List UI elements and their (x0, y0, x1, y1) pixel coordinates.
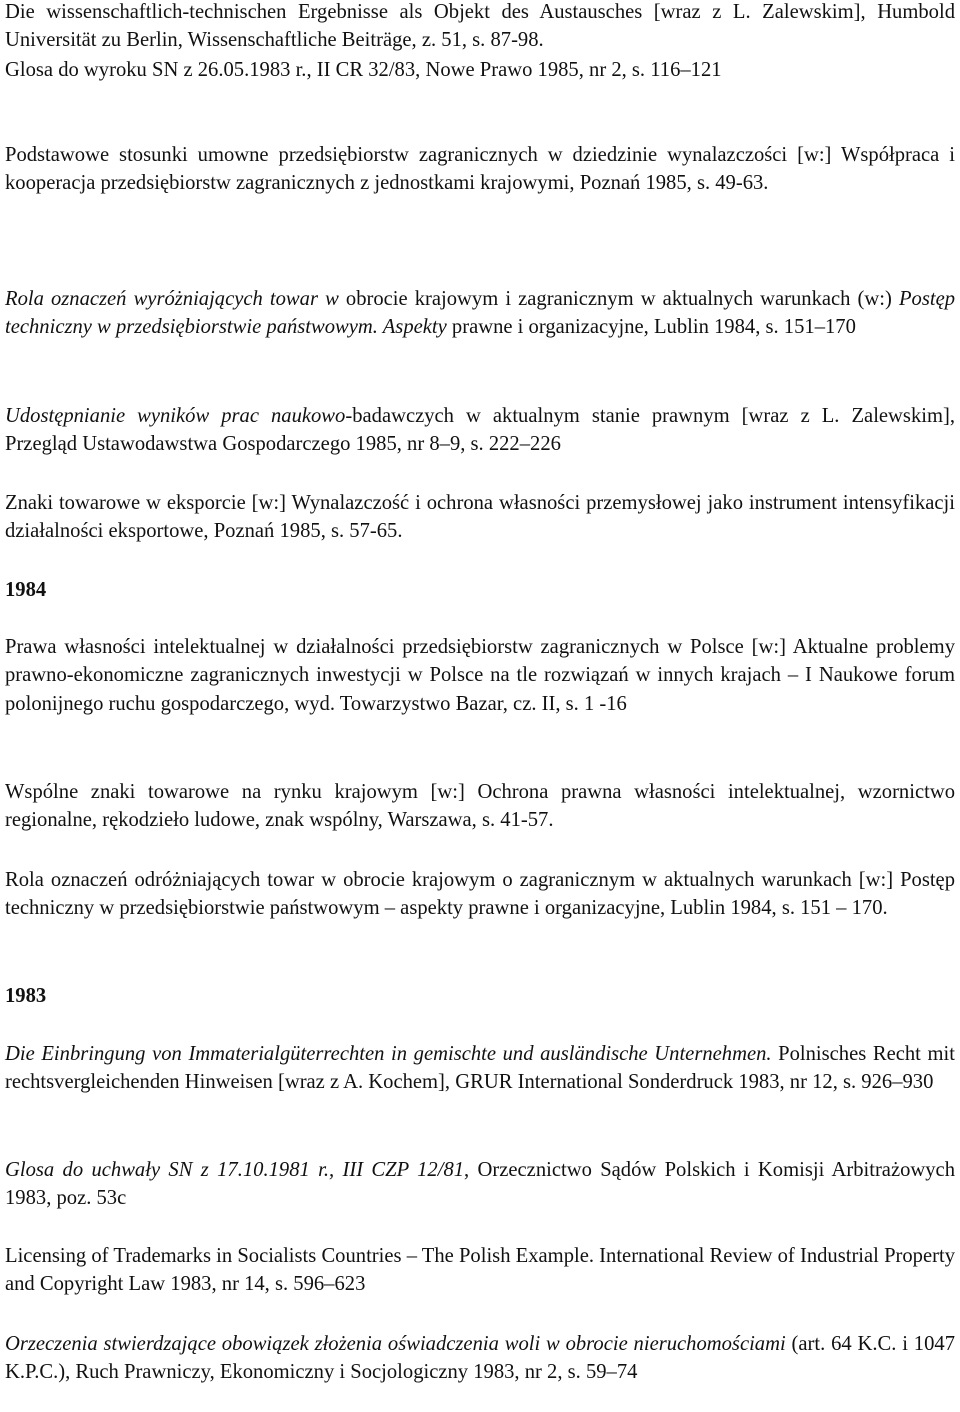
entry-text: Prawa własności intelektualnej w działalności przedsiębiorstw zagranicznych w Polsce [w:] Aktualne problemy prawno-ekonomiczne zagranicznych inwestycji w Polsce na tle rozwiązań w innych krajach – I Naukowe forum polonijnego ruchu gospodarczego, wyd. Towarzystwo Bazar, cz. II, s. 1 -16 (5, 636, 955, 715)
bibliography-entry (5, 0, 955, 55)
entry-text: Podstawowe stosunki umowne przedsiębiorstw zagranicznych w dziedzinie wynalazczości [w:] Współpraca i kooperacja przedsiębiorstw zagranicznych z jednostkami krajowymi, Poznań 1985, s. 49-63. (5, 144, 955, 195)
entry-title-italic: Udostępnianie wyników prac naukowo (5, 405, 346, 427)
bibliography-entry (5, 1330, 955, 1387)
bibliography-entry (5, 866, 955, 923)
bibliography-entry (5, 1040, 955, 1097)
entry-text: Glosa do wyroku SN z 26.05.1983 r., II CR 32/83, Nowe Prawo 1985, nr 2, s. 116–121 (5, 59, 722, 81)
entry-text: (art. 64 K.C. i 1047 K.P.C.), Ruch Prawniczy, Ekonomiczny i Socjologiczny 1983, nr 2, s. 59–74 (5, 1333, 955, 1384)
bibliography-entry (5, 56, 955, 84)
entry-text: prawne i organizacyjne, Lublin 1984, s. 151–170 (446, 316, 856, 339)
entry-text: Die wissenschaftlich-technischen Ergebnisse als Objekt des Austausches [wraz z L. Zalewskim], Humbold Universität zu Berlin, Wissenschaftliche Beiträge, z. 51, s. 87-98. (5, 1, 955, 52)
entry-text: -badawczych w aktualnym stanie prawnym [wraz z L. Zalewskim], Przegląd Ustawodawstwa Gospodarczego 1985, nr 8–9, s. 222–226 (5, 405, 955, 456)
bibliography-entry (5, 402, 955, 459)
bibliography-entry (5, 141, 955, 198)
entry-text: , Orzecznictwo Sądów Polskich i Komisji Arbitrażowych 1983, poz. 53c (5, 1159, 955, 1210)
entry-title-italic: Orzeczenia stwierdzające obowiązek złożenia oświadczenia woli w obrocie nieruchomościami (5, 1333, 786, 1355)
entry-title-italic: Rola oznaczeń wyróżniających towar w (5, 288, 339, 310)
bibliography-entry (5, 489, 955, 546)
entry-text: Rola oznaczeń odróżniających towar w obrocie krajowym o zagranicznym w aktualnych warunkach [w:] Postęp techniczny w przedsiębiorstwie państwowym – aspekty prawne i organizacyjne, Lublin 1984, s. 151 – 170. (5, 869, 955, 920)
bibliography-entry (5, 778, 955, 835)
entry-text: obrocie krajowym i zagranicznym w aktualnych warunkach (w:) (338, 288, 899, 310)
entry-text: Znaki towarowe w eksporcie [w:] Wynalazczość i ochrona własności przemysłowej jako instrument intensyfikacji działalności eksportowe, Poznań 1985, s. 57-65. (5, 492, 955, 543)
entry-text: Polnisches Recht mit rechtsvergleichenden Hinweisen [wraz z A. Kochem], GRUR International Sonderdruck 1983, nr 12, s. 926–930 (5, 1043, 955, 1094)
bibliography-entry (5, 1242, 955, 1299)
entry-text: Wspólne znaki towarowe na rynku krajowym [w:] Ochrona prawna własności intelektualnej, wzornictwo regionalne, rękodzieło ludowe, znak wspólny, Warszawa, s. 41-57. (5, 781, 955, 832)
entry-title-italic: Glosa do uchwały SN z 17.10.1981 r., III CZP 12/81 (5, 1159, 465, 1181)
entry-text: Licensing of Trademarks in Socialists Countries – The Polish Example. International Review of Industrial Property and Copyright Law 1983, nr 14, s. 596–623 (5, 1245, 955, 1296)
bibliography-entry (5, 285, 955, 342)
bibliography-entry (5, 1156, 955, 1213)
entry-title-italic: Die Einbringung von Immaterialgüterrechten in gemischte und ausländische Unternehmen. (5, 1043, 772, 1065)
entry-title-italic: Postęp techniczny w przedsiębiorstwie państwowym. Aspekty (5, 288, 956, 339)
year-heading: 1984 (5, 579, 47, 601)
bibliography-entry (5, 633, 955, 718)
year-heading: 1983 (5, 985, 47, 1007)
